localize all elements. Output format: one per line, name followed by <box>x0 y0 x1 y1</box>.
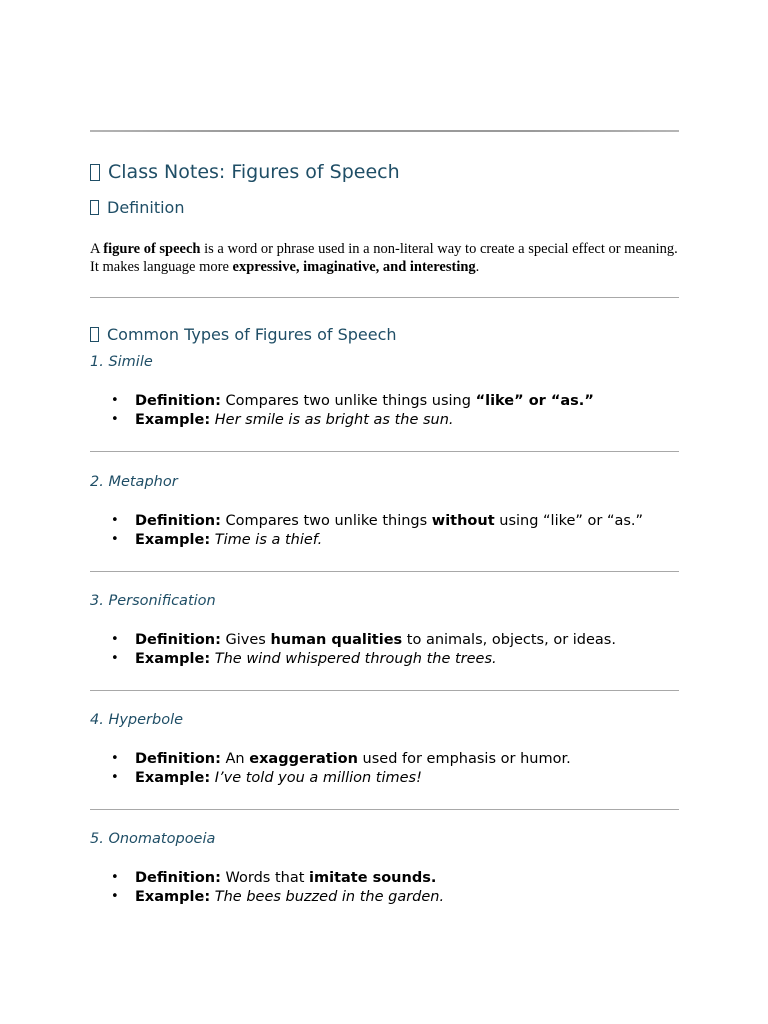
section-divider <box>90 297 679 298</box>
type-bullets <box>90 392 679 429</box>
top-divider <box>90 130 679 132</box>
bullet-icon: • <box>111 870 119 885</box>
type-title: 4. Hyperbole <box>90 712 184 728</box>
type-bullets <box>90 750 679 787</box>
bullet-icon: • <box>111 888 119 904</box>
definition-label: Definition: <box>135 393 221 409</box>
paragraph-emphasis: expressive, imaginative, and interesting <box>232 259 476 275</box>
bullet-icon: • <box>111 411 119 427</box>
definition-emphasis: human qualities <box>270 632 403 648</box>
section-divider <box>90 809 679 810</box>
type-bullets <box>90 512 679 549</box>
bullet-icon: • <box>111 513 119 528</box>
definition-text: used for emphasis or humor. <box>357 751 571 767</box>
example-text: Her smile is as bright as the sun. <box>210 411 454 428</box>
section-divider <box>90 451 679 452</box>
definition-label: Definition: <box>135 751 221 767</box>
example-text: I’ve told you a million times! <box>210 769 422 786</box>
missing-glyph-icon <box>90 327 99 342</box>
example-label: Example: <box>135 411 211 428</box>
definition-heading <box>90 196 679 220</box>
example-text: Time is a thief. <box>210 531 323 548</box>
paragraph-text: . <box>475 259 480 275</box>
definition-label: Definition: <box>135 513 221 529</box>
definition-label: Definition: <box>135 632 221 648</box>
definition-text: Gives <box>220 632 271 648</box>
type-title: 5. Onomatopoeia <box>90 831 216 847</box>
example-item <box>90 888 679 907</box>
missing-glyph-icon <box>90 164 100 181</box>
definition-label: Definition: <box>135 870 221 886</box>
type-bullets <box>90 631 679 668</box>
type-bullets <box>90 869 679 906</box>
example-text: The wind whispered through the trees. <box>210 650 497 667</box>
definition-text: using “like” or “as.” <box>494 513 644 529</box>
section-divider <box>90 571 679 572</box>
definition-item <box>90 869 679 888</box>
definition-text: An <box>220 751 250 767</box>
example-item <box>90 531 679 550</box>
type-title: 2. Metaphor <box>90 474 178 490</box>
definition-emphasis: imitate sounds. <box>309 870 437 886</box>
type-title: 3. Personification <box>90 593 216 609</box>
example-label: Example: <box>135 769 211 786</box>
example-label: Example: <box>135 888 211 905</box>
paragraph-term: figure of speech <box>103 241 201 257</box>
definition-item <box>90 631 679 650</box>
example-text: The bees buzzed in the garden. <box>210 888 445 905</box>
bullet-icon: • <box>111 531 119 547</box>
example-label: Example: <box>135 531 211 548</box>
bullet-icon: • <box>111 650 119 666</box>
definition-text: Compares two unlike things using <box>220 393 476 409</box>
page-title <box>90 158 679 186</box>
example-item <box>90 769 679 788</box>
definition-text: to animals, objects, or ideas. <box>402 632 616 648</box>
page-title-text: Class Notes: Figures of Speech <box>108 161 400 183</box>
definition-emphasis: “like” or “as.” <box>475 393 594 409</box>
types-heading-text: Common Types of Figures of Speech <box>107 325 397 344</box>
types-heading <box>90 323 679 347</box>
definition-item <box>90 512 679 531</box>
section-divider <box>90 690 679 691</box>
paragraph-text: is a word or phrase used in a non-literal way to create a special effect or meaning. It makes language more <box>90 241 678 275</box>
bullet-icon: • <box>111 751 119 766</box>
missing-glyph-icon <box>90 200 99 215</box>
definition-emphasis: exaggeration <box>249 751 358 767</box>
bullet-icon: • <box>111 393 119 408</box>
paragraph-text: A <box>90 241 104 257</box>
example-item <box>90 650 679 669</box>
definition-emphasis: without <box>431 513 495 529</box>
bullet-icon: • <box>111 632 119 647</box>
definition-heading-text: Definition <box>107 198 185 217</box>
definition-text: Words that <box>220 870 310 886</box>
definition-item <box>90 392 679 411</box>
example-label: Example: <box>135 650 211 667</box>
definition-text: Compares two unlike things <box>220 513 432 529</box>
definition-paragraph <box>90 240 679 276</box>
bullet-icon: • <box>111 769 119 785</box>
type-title: 1. Simile <box>90 354 153 370</box>
example-item <box>90 411 679 430</box>
definition-item <box>90 750 679 769</box>
